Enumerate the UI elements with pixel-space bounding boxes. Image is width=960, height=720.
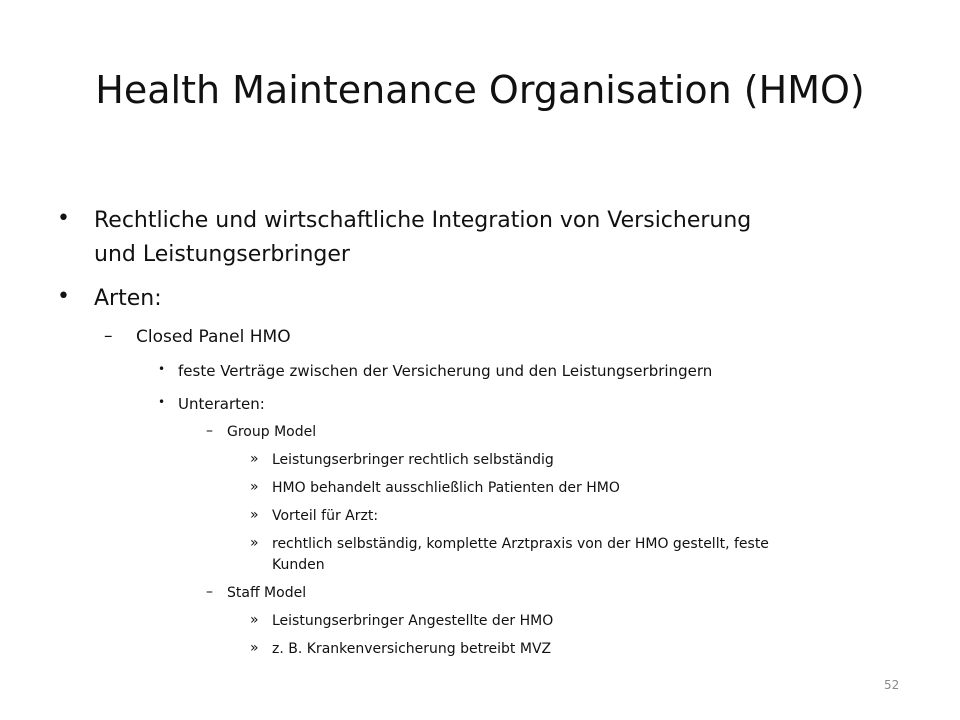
bullet-text-line1: rechtlich selbständig, komplette Arztpraxis von der HMO gestellt, feste bbox=[272, 536, 769, 552]
slide-title: Health Maintenance Organisation (HMO) bbox=[95, 68, 865, 112]
bullet-text: Leistungserbringer Angestellte der HMO bbox=[272, 613, 554, 629]
bullet-text: Unterarten: bbox=[178, 395, 265, 413]
double-chevron-icon: » bbox=[250, 612, 259, 628]
bullet-text-line1: Rechtliche und wirtschaftliche Integration von Versicherung bbox=[94, 208, 752, 233]
double-chevron-icon: » bbox=[250, 507, 259, 523]
bullet-text: HMO behandelt ausschließlich Patienten der HMO bbox=[272, 480, 620, 496]
bullet-text-line2: Kunden bbox=[272, 557, 325, 573]
bullet-text: Closed Panel HMO bbox=[136, 327, 291, 347]
page-number: 52 bbox=[884, 678, 900, 692]
bullet-text: Arten: bbox=[94, 286, 162, 311]
bullet-text-line2: und Leistungserbringer bbox=[94, 242, 350, 267]
dash-icon: – bbox=[206, 584, 213, 600]
bullet-dot-icon: • bbox=[57, 206, 70, 231]
bullet-text: Staff Model bbox=[227, 585, 307, 601]
double-chevron-icon: » bbox=[250, 451, 259, 467]
bullet-text: z. B. Krankenversicherung betreibt MVZ bbox=[272, 641, 552, 657]
bullet-dot-icon: • bbox=[158, 362, 166, 376]
dash-icon: – bbox=[206, 423, 213, 439]
bullet-dot-icon: • bbox=[158, 395, 166, 409]
bullet-text: Leistungserbringer rechtlich selbständig bbox=[272, 452, 554, 468]
dash-icon: – bbox=[104, 326, 113, 346]
bullet-dot-icon: • bbox=[57, 284, 70, 309]
bullet-text: Vorteil für Arzt: bbox=[272, 508, 379, 524]
bullet-text: Group Model bbox=[227, 424, 317, 440]
double-chevron-icon: » bbox=[250, 640, 259, 656]
bullet-text: feste Verträge zwischen der Versicherung und den Leistungserbringern bbox=[178, 362, 713, 380]
double-chevron-icon: » bbox=[250, 479, 259, 495]
double-chevron-icon: » bbox=[250, 535, 259, 551]
